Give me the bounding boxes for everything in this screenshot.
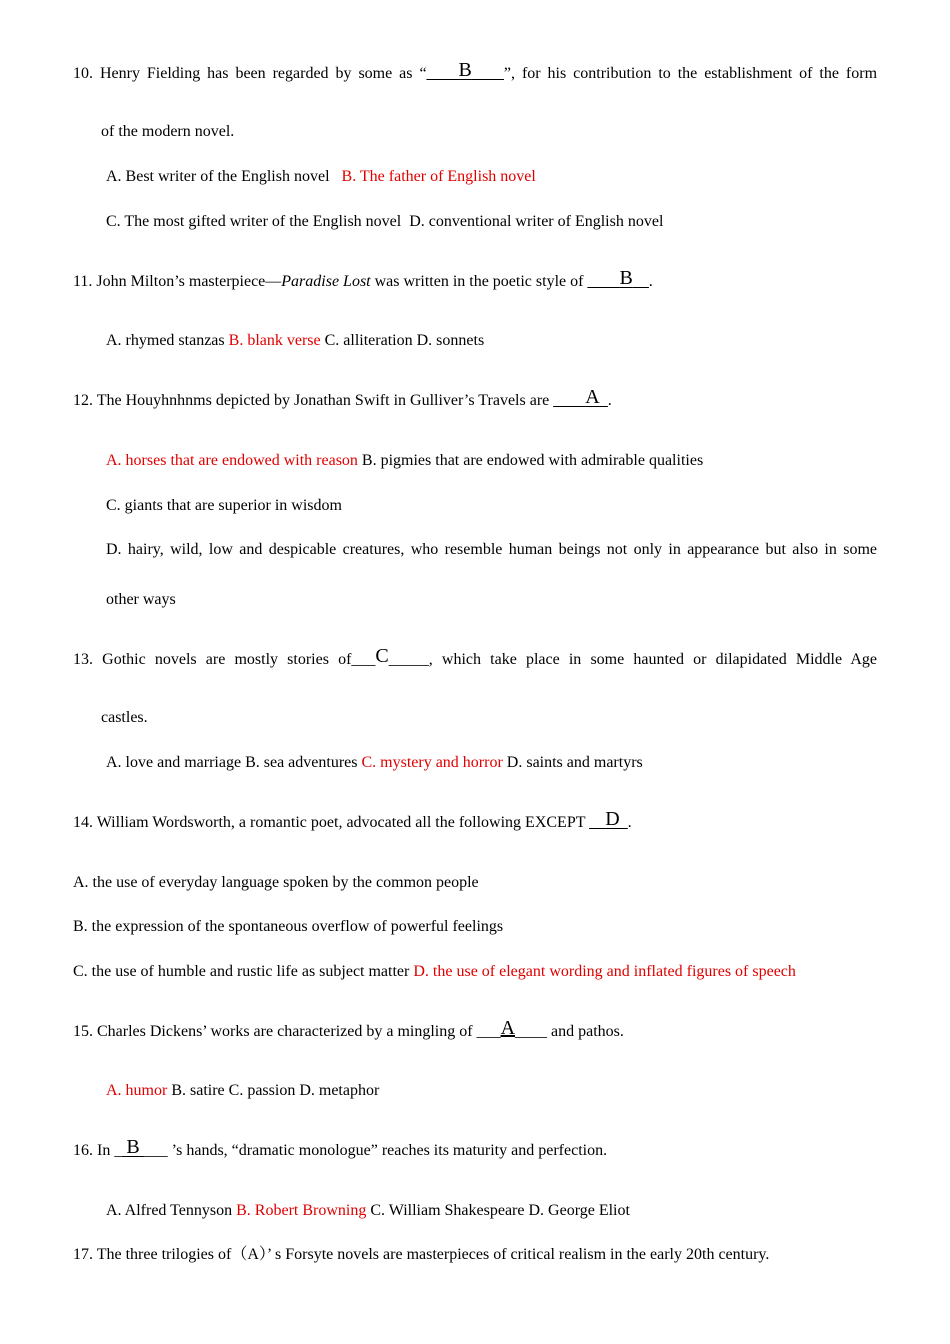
option-b-correct: B. The father of English novel [341, 168, 536, 185]
option-b-correct: B. Robert Browning [236, 1202, 367, 1219]
answer-blank: _ B ___ [114, 1136, 168, 1159]
stem-text: The Houyhnhnms depicted by Jonathan Swift in Gulliver’s Travels are [96, 392, 554, 409]
answer-blank: ___C_____ [351, 645, 429, 668]
question-11-stem: 11. John Milton’s masterpiece—Paradise Lost was written in the poetic style of ___ B _. [73, 267, 653, 290]
option-a: A. rhymed stanzas [106, 332, 225, 349]
stem-text: was written in the poetic style of [370, 273, 588, 290]
work-title: Paradise Lost [281, 273, 371, 290]
option-a-correct: A. horses that are endowed with reason [106, 452, 358, 469]
stem-text: ’s hands, “dramatic monologue” reaches its maturity and perfection. [167, 1142, 608, 1159]
question-12-options-row1 [106, 451, 703, 471]
option-d: D. saints and martyrs [506, 754, 643, 771]
answer-blank: __D_ [589, 808, 628, 831]
question-11-options [106, 331, 484, 351]
option-b-correct: B. blank verse [228, 332, 321, 349]
option-c: C. The most gifted writer of the English novel [106, 213, 402, 230]
stem-text: The three trilogies of（A）’ s Forsyte novels are masterpieces of critical realism in the early 20th century. [96, 1246, 770, 1263]
option-d: D. metaphor [299, 1082, 380, 1099]
answer-letter: D [605, 808, 620, 830]
answer-letter: A [585, 386, 600, 408]
option-b: B. the expression of the spontaneous overflow of powerful feelings [73, 918, 504, 935]
option-a: A. the use of everyday language spoken by the common people [73, 874, 479, 891]
question-12-stem: 12. The Houyhnhnms depicted by Jonathan Swift in Gulliver’s Travels are ____A_. [73, 386, 612, 409]
question-10-options-row1 [106, 167, 536, 187]
stem-text: Charles Dickens’ works are characterized by a mingling of [97, 1023, 477, 1040]
option-a: A. love and marriage [106, 754, 242, 771]
question-number: 13. [73, 651, 93, 668]
option-b: B. satire [171, 1082, 225, 1099]
question-number: 15. [73, 1023, 93, 1040]
option-d-correct: D. the use of elegant wording and inflated figures of speech [413, 963, 796, 980]
option-a-correct: A. humor [106, 1082, 168, 1099]
question-13-options [106, 753, 643, 773]
answer-blank: ___A____ [476, 1017, 548, 1040]
option-c: C. giants that are superior in wisdom [106, 497, 342, 514]
option-c: C. the use of humble and rustic life as subject matter [73, 963, 410, 980]
stem-text: William Wordsworth, a romantic poet, advocated all the following EXCEPT [96, 814, 590, 831]
answer-blank: ___ B _ [587, 267, 649, 290]
stem-text: Henry Fielding has been regarded by some as “ [99, 65, 427, 82]
question-15-stem [73, 1017, 624, 1042]
question-14-stem: 14. William Wordsworth, a romantic poet, advocated all the following EXCEPT __D_. [73, 808, 632, 831]
option-d: D. hairy, wild, low and despicable creatures, who resemble human beings not only in appearance but also in some [106, 541, 877, 558]
option-b: B. pigmies that are endowed with admirable qualities [361, 452, 704, 469]
stem-text: , which take place in some haunted or dilapidated Middle Age [428, 651, 878, 668]
stem-text: John Milton’s masterpiece— [96, 273, 282, 290]
question-10-options-row2 [106, 212, 663, 232]
question-number: 17. [73, 1246, 93, 1263]
question-10-stem-line2: of the modern novel. [101, 123, 235, 140]
question-16-options [106, 1201, 630, 1221]
option-d: D. sonnets [416, 332, 485, 349]
answer-letter: B [619, 267, 633, 289]
question-14-options-row3 [73, 962, 796, 982]
question-16-stem [73, 1136, 608, 1161]
answer-letter: B [458, 59, 472, 81]
stem-text: ”, for his contribution to the establishment of the form [503, 65, 878, 82]
option-d: D. George Eliot [528, 1202, 630, 1219]
stem-text: and pathos. [547, 1023, 624, 1040]
answer-letter: A [500, 1017, 516, 1039]
stem-text: Gothic novels are mostly stories of [102, 651, 352, 668]
answer-letter: C [375, 645, 389, 667]
answer-letter: B [126, 1136, 140, 1158]
option-d: D. conventional writer of English novel [409, 213, 664, 230]
question-13-stem [73, 645, 878, 670]
option-b: B. sea adventures [245, 754, 358, 771]
question-10-stem [73, 59, 878, 84]
answer-blank: ____B____ [426, 59, 504, 82]
option-c: C. passion [228, 1082, 296, 1099]
question-number: 16. [73, 1142, 93, 1159]
question-15-options [106, 1081, 379, 1101]
question-number: 11. [73, 273, 93, 290]
option-c: C. William Shakespeare [370, 1202, 525, 1219]
answer-blank: ____A_ [553, 386, 608, 409]
option-d-line2: other ways [106, 591, 176, 608]
stem-text: In [97, 1142, 115, 1159]
question-number: 14. [73, 814, 93, 831]
option-a: A. Alfred Tennyson [106, 1202, 233, 1219]
question-13-stem-line2: castles. [101, 709, 148, 726]
option-c-correct: C. mystery and horror [361, 754, 503, 771]
option-a: A. Best writer of the English novel [106, 168, 330, 185]
question-number: 12. [73, 392, 93, 409]
question-number: 10. [73, 65, 93, 82]
question-17-stem [73, 1245, 769, 1265]
option-c: C. alliteration [324, 332, 413, 349]
